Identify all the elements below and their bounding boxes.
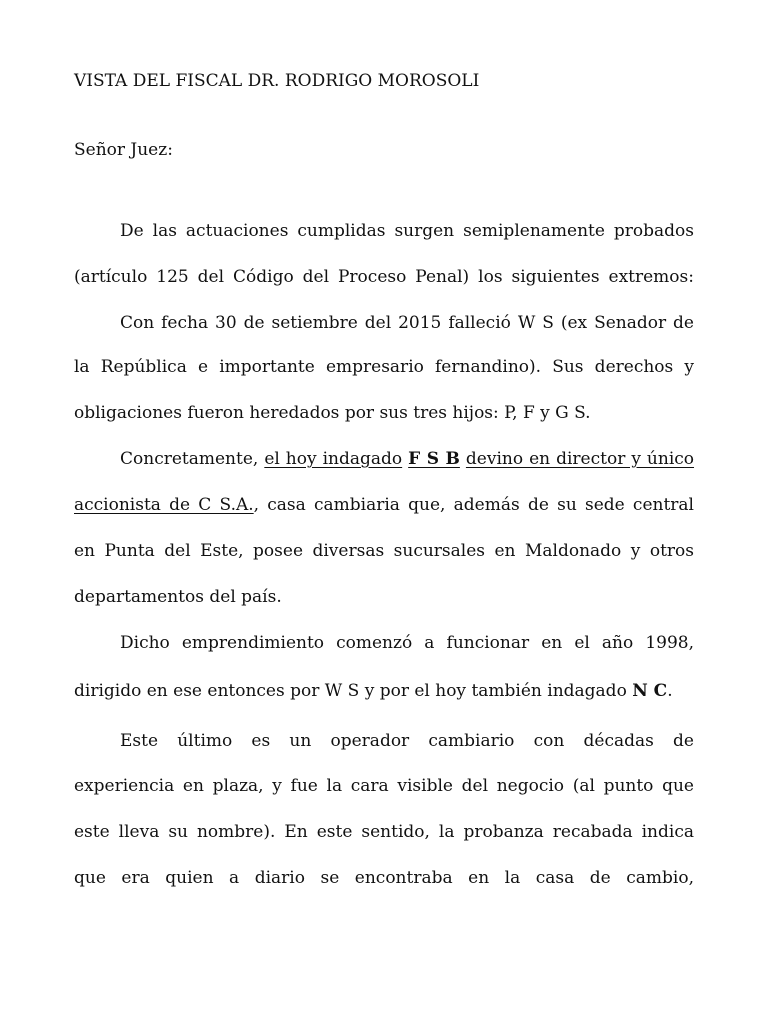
p3-underlined-director: devino en director y único [465, 449, 695, 469]
p3-name-fsb: F S B [408, 449, 460, 469]
paragraph-1-line-2: (artículo 125 del Código del Proceso Penal) los siguientes extremos: [74, 267, 694, 287]
paragraph-3-line-1 [120, 448, 694, 470]
salutation-text: Señor Juez: [74, 140, 173, 160]
paragraph-5-line-3: este lleva su nombre). En este sentido, la probanza recabada indica [74, 822, 694, 842]
p3-text-concretamente: Concretamente, [120, 449, 259, 469]
salutation [74, 139, 173, 161]
p3-text-casa-cambiaria: , casa cambiaria que, además de su sede central [253, 495, 694, 515]
paragraph-2-line-3: obligaciones fueron heredados por sus tres hijos: P, F y G S. [74, 403, 591, 423]
p4-text-dirigido: dirigido en ese entonces por W S y por el hoy también indagado [74, 681, 627, 701]
document-title-text: VISTA DEL FISCAL DR. RODRIGO MOROSOLI [74, 71, 480, 91]
paragraph-2-line-1: Con fecha 30 de setiembre del 2015 falleció W S (ex Senador de [120, 313, 694, 333]
paragraph-3-line-4: departamentos del país. [74, 587, 282, 607]
paragraph-4-line-1: Dicho emprendimiento comenzó a funcionar en el año 1998, [120, 633, 694, 653]
p3-underlined-indagado: el hoy indagado [264, 449, 403, 469]
paragraph-4-line-2 [74, 680, 673, 702]
paragraph-2-line-2: la República e importante empresario fernandino). Sus derechos y [74, 357, 694, 377]
paragraph-5-line-1: Este último es un operador cambiario con décadas de [120, 731, 694, 751]
paragraph-5-line-2: experiencia en plaza, y fue la cara visible del negocio (al punto que [74, 776, 694, 796]
paragraph-3-line-2 [74, 494, 694, 516]
paragraph-1-line-1: De las actuaciones cumplidas surgen semiplenamente probados [120, 221, 694, 241]
p3-underlined-accionista: accionista de C S.A. [74, 495, 254, 515]
paragraph-5-line-4: que era quien a diario se encontraba en la casa de cambio, [74, 868, 694, 888]
p4-name-nc: N C [632, 681, 668, 701]
document-title [74, 70, 479, 92]
p4-period: . [667, 681, 673, 701]
paragraph-3-line-3: en Punta del Este, posee diversas sucursales en Maldonado y otros [74, 541, 694, 561]
